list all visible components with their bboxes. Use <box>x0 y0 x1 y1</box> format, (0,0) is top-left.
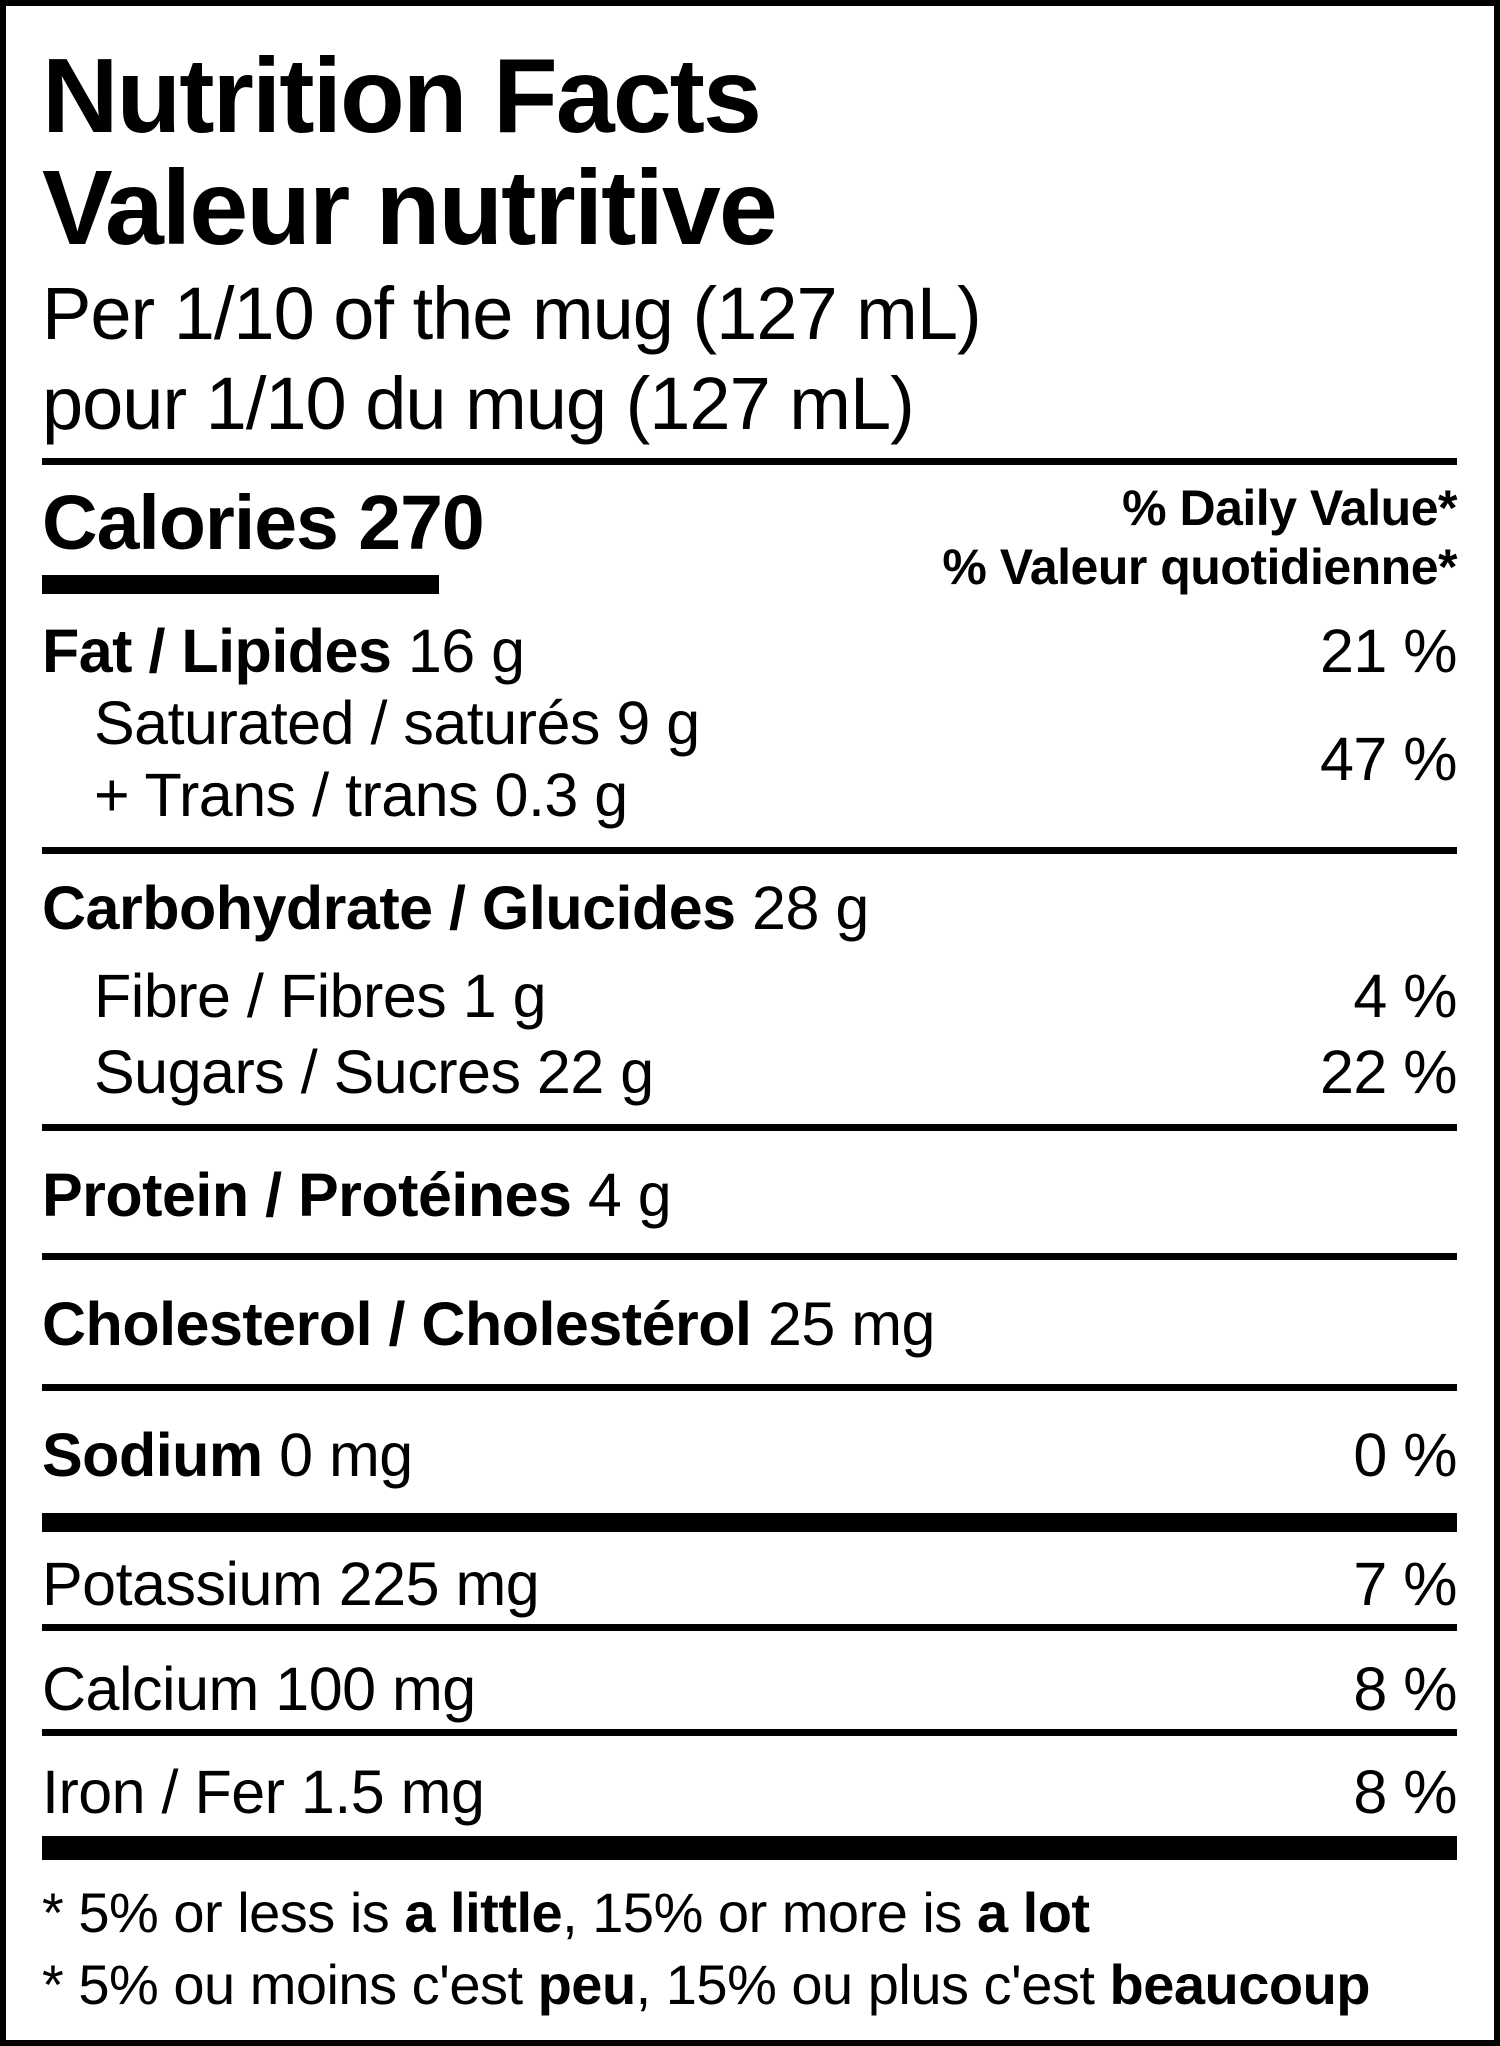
nutrient-row-cholesterol <box>42 1288 1457 1360</box>
nutrient-dv: 22 % <box>1319 1038 1457 1106</box>
nutrient-row-protein <box>42 1159 1457 1231</box>
label-title-fr: Valeur nutritive <box>42 149 776 267</box>
nutrient-name: Saturated / saturés 9 g + Trans / trans 0.3 g <box>94 689 700 829</box>
daily-value-header <box>942 479 1457 597</box>
nutrient-name: Calcium 100 mg <box>42 1655 476 1723</box>
nutrient-name: Iron / Fer 1.5 mg <box>42 1758 485 1826</box>
nutrient-name: Potassium 225 mg <box>42 1550 540 1618</box>
nutrient-name: Carbohydrate / Glucides 28 g <box>42 874 869 942</box>
calories-underline-bar <box>42 575 439 594</box>
label-title-en: Nutrition Facts <box>42 37 760 155</box>
nutrient-row-fat <box>42 615 1457 687</box>
nutrient-dv: 21 % <box>1319 617 1457 685</box>
nutrient-dv: 47 % <box>1319 725 1457 793</box>
nutrient-row-fibre <box>42 960 1457 1032</box>
nutrient-name: Sodium 0 mg <box>42 1421 413 1489</box>
divider-thin <box>42 1384 1457 1391</box>
nutrient-row-iron <box>42 1756 1457 1828</box>
footnote-fr: * 5% ou moins c'est peu, 15% ou plus c'est beaucoup <box>42 1953 1370 2016</box>
nutrient-row-sodium <box>42 1419 1457 1491</box>
serving-size-fr: pour 1/10 du mug (127 mL) <box>42 362 914 445</box>
calories-text <box>42 479 484 567</box>
nutrient-dv: 0 % <box>1353 1421 1457 1489</box>
nutrient-dv: 4 % <box>1353 962 1457 1030</box>
nutrient-name: Cholesterol / Cholestérol 25 mg <box>42 1290 935 1358</box>
calories-value: 270 <box>358 480 484 566</box>
nutrient-row-carbohydrate <box>42 872 1457 944</box>
calories-label: Calories <box>42 480 338 566</box>
nutrient-dv: 8 % <box>1353 1758 1457 1826</box>
divider-thin <box>42 1124 1457 1131</box>
daily-value-header-en: % Daily Value* <box>1122 480 1457 536</box>
footnote-en: * 5% or less is a little, 15% or more is a lot <box>42 1881 1090 1944</box>
calories-row <box>42 479 484 594</box>
nutrient-name: Protein / Protéines 4 g <box>42 1161 672 1229</box>
nutrient-row-sugars <box>42 1036 1457 1108</box>
nutrient-name: Sugars / Sucres 22 g <box>94 1038 654 1106</box>
nutrient-row-potassium <box>42 1548 1457 1620</box>
divider-thin <box>42 458 1457 465</box>
divider-thin <box>42 1253 1457 1260</box>
divider-thin <box>42 1729 1457 1736</box>
serving-size-en: Per 1/10 of the mug (127 mL) <box>42 272 981 355</box>
nutrient-row-saturated-trans <box>42 687 1457 831</box>
nutrient-dv: 7 % <box>1353 1550 1457 1618</box>
divider-thick <box>42 1513 1457 1532</box>
nutrient-name: Fat / Lipides 16 g <box>42 617 525 685</box>
divider-thin <box>42 1624 1457 1631</box>
divider-thin <box>42 847 1457 854</box>
nutrient-row-calcium <box>42 1653 1457 1725</box>
calories-section <box>42 479 1457 597</box>
nutrient-dv: 8 % <box>1353 1655 1457 1723</box>
nutrient-name: Fibre / Fibres 1 g <box>94 962 547 1030</box>
divider-thick-bottom <box>42 1836 1457 1860</box>
daily-value-header-fr: % Valeur quotidienne* <box>942 539 1457 595</box>
